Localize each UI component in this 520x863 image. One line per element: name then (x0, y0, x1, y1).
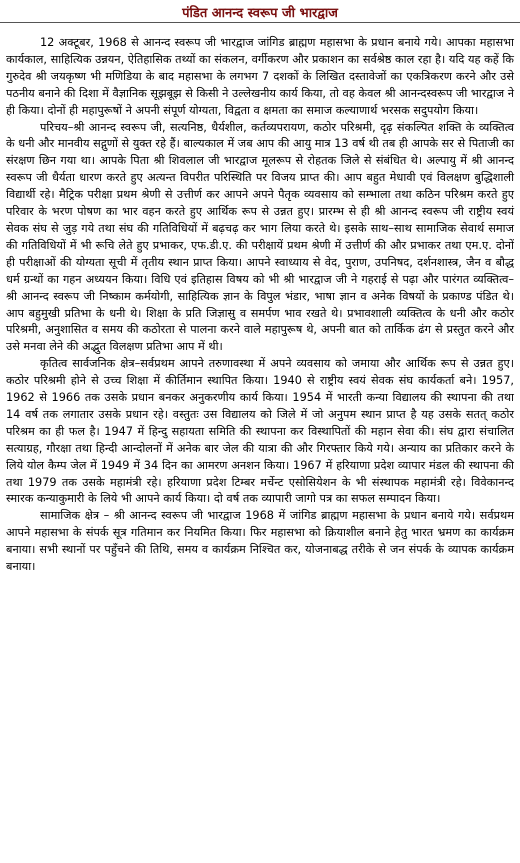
paragraph-social-work: सामाजिक क्षेत्र – श्री आनन्द स्वरूप जी भारद्वाज 1968 में जांगिड ब्राह्मण महासभा के प्रधान बनाये गये। सर्वप्रथम आपने महासभा के संपर्क सूत्र गतिमान कर नियमित किया। फिर महासभा को क्रियाशील बनाने हेतु भारत भ्रमण का कार्यक्रम बनाया। सभी स्थानों पर पहुँचने की तिथि, समय व कार्यक्रम निश्चित कर, योजनाबद्ध तरीके से जन संपर्क के व्यापक कार्यक्रम बनाया। (6, 509, 514, 574)
page-title: पंडित आनन्द स्वरूप जी भारद्वाज (182, 6, 338, 21)
paragraph-biography: परिचय–श्री आनन्द स्वरूप जी, सत्यनिष्ठ, धैर्यशील, कर्तव्यपरायण, कठोर परिश्रमी, दृढ़ संकल्पित शक्ति के व्यक्तित्व के धनी और मानवीय सद्गुणों से युक्त रहे हैं। बाल्यकाल में जब आप की आयु मात्र 13 वर्ष थी तब ही आपके सर से पिताजी का संरक्षण छिन गया था। आपके पिता श्री शिवलाल जी भारद्वाज मूलरूप से रोहतक जिले से संबंधित थे। अल्पायु में श्री आनन्द स्वरूप जी धैर्यता धारण करते हुए अत्यन्त विपरीत परिस्थिति पर विजय प्राप्त की। आप बहुत मेधावी एवं विलक्षण बुद्धिशाली विद्यार्थी रहे। मैट्रिक परीक्षा प्रथम श्रेणी से उत्तीर्ण कर आपने अपने पैतृक व्यवसाय को सम्भाला तथा कठिन परिश्रम करते हुए परिवार के भरण पोषण का भार वहन करते हुए आर्थिक रूप से उन्नत हुए। प्रारम्भ से ही श्री आनन्द स्वरूप जी राष्ट्रीय स्वयं सेवक संघ से जुड़ गये तथा संघ की गतिविधियों में बढ़चढ़ कर भाग लिया करते थे। इसके साथ–साथ सामाजिक सेवार्थ समाज की गतिविधियों में भी रूचि लेते हुए प्रभाकर, एफ.डी.ए. की परीक्षायें प्रथम श्रेणी में उत्तीर्ण की और प्रभाकर तथा एम.ए. दोनों ही परीक्षाओं की योग्यता सूची में तृतीय स्थान प्राप्त किया। आपने स्वाध्याय से वेद, पुराण, उपनिषद, दर्शनशास्त्र, जैन व बौद्ध धर्म ग्रन्थों का गहन अध्ययन किया। विधि एवं इतिहास विषय को भी श्री भारद्वाज जी ने गहराई से पढ़ा और पारंगत व्यक्तित्व–श्री आनन्द स्वरूप जी निष्काम कर्मयोगी, साहित्यिक ज्ञान के विपुल भंडार, भाषा ज्ञान व अनेक विषयों के प्रकाण्ड पंडित थे। आप बहुमुखी प्रतिभा के धनी थे। शिक्षा के प्रति जिज्ञासु व समर्पण भाव रखते थे। प्रभावशाली व्यक्तित्व के धनी और कठोर परिश्रमी, अनुशासित व समय की कठोरता से पालना करने वाले महापुरूष थे, अपनी बात को तार्किक ढंग से प्रस्तुत करने और उसे मनवा लेने की अद्भुत विलक्षण प्रतिभा आप में थी। (6, 120, 514, 354)
title-bar (0, 2, 520, 23)
paragraph-public-work: कृतित्व सार्वजनिक क्षेत्र–सर्वप्रथम आपने तरुणावस्था में अपने व्यवसाय को जमाया और आर्थिक रूप से उन्नत हुए। कठोर परिश्रमी होने से उच्च शिक्षा में कीर्तिमान स्थापित किया। 1940 से राष्ट्रीय स्वयं सेवक संघ कार्यकर्ता बने। 1957, 1962 से 1966 तक उसके प्रधान बनकर अनुकरणीय कार्य किया। 1954 में भारती कन्या विद्यालय की स्थापना की तथा 14 वर्ष तक लगातार उसके प्रधान रहे। वस्तुतः उस विद्यालय को जिले में जो अनुपम स्थान प्राप्त है यह उसके सतत् कठोर परिश्रम का ही फल है। 1947 में हिन्दु सहायता समिति की स्थापना कर विस्थापितों की महान सेवा की। संघ द्वारा संचालित सत्याग्रह, गौरक्षा तथा हिन्दी आन्दोलनों में अनेक बार जेल की यात्रा की और गिरफ्तार किये गये। अन्याय का प्रतिकार करने के लिये योल कैम्प जेल में 1949 में 34 दिन का आमरण अनशन किया। 1967 में हरियाणा प्रदेश व्यापार मंडल की स्थापना की तथा 1979 तक उसके महामंत्री रहे। हरियाणा प्रदेश टिम्बर मर्चेन्ट एसोसियेशन के भी संस्थापक महामंत्री रहे। विवेकानन्द स्मारक कन्याकुमारी के लिये भी आपने कार्य किया। दो वर्ष तक व्यापारी जागो पत्र का सफल सम्पादन किया। (6, 357, 514, 506)
paragraph-intro: 12 अक्टूबर, 1968 से आनन्द स्वरूप जी भारद्वाज जांगिड ब्राह्मण महासभा के प्रधान बनाये गये। आपका महासभा कार्यकाल, साहित्यिक उन्नयन, ऐतिहासिक तथ्यों का संकलन, वर्गीकरण और प्रकाशन का सर्वश्रेष्ठ काल रहा है। यदि यह कहें कि गुरुदेव श्री जयकृष्ण भी मणिडिया के बाद महासभा के लगभग 7 दशकों के लिखित दस्तावेजों का एकत्रिकरण करने और उसे पठनीय बनाने की दिशा में वैज्ञानिक सूझबूझ से किसी ने उल्लेखनीय कार्य किया, तो वह केवल श्री आनन्दस्वरूप जी भारद्वाज ने ही किया। दोनों ही महापुरूषों ने अपनी संपूर्ण योग्यता, विद्वता व क्षमता का समाज कल्याणार्थ भरसक सदुपयोग किया। (6, 36, 514, 117)
